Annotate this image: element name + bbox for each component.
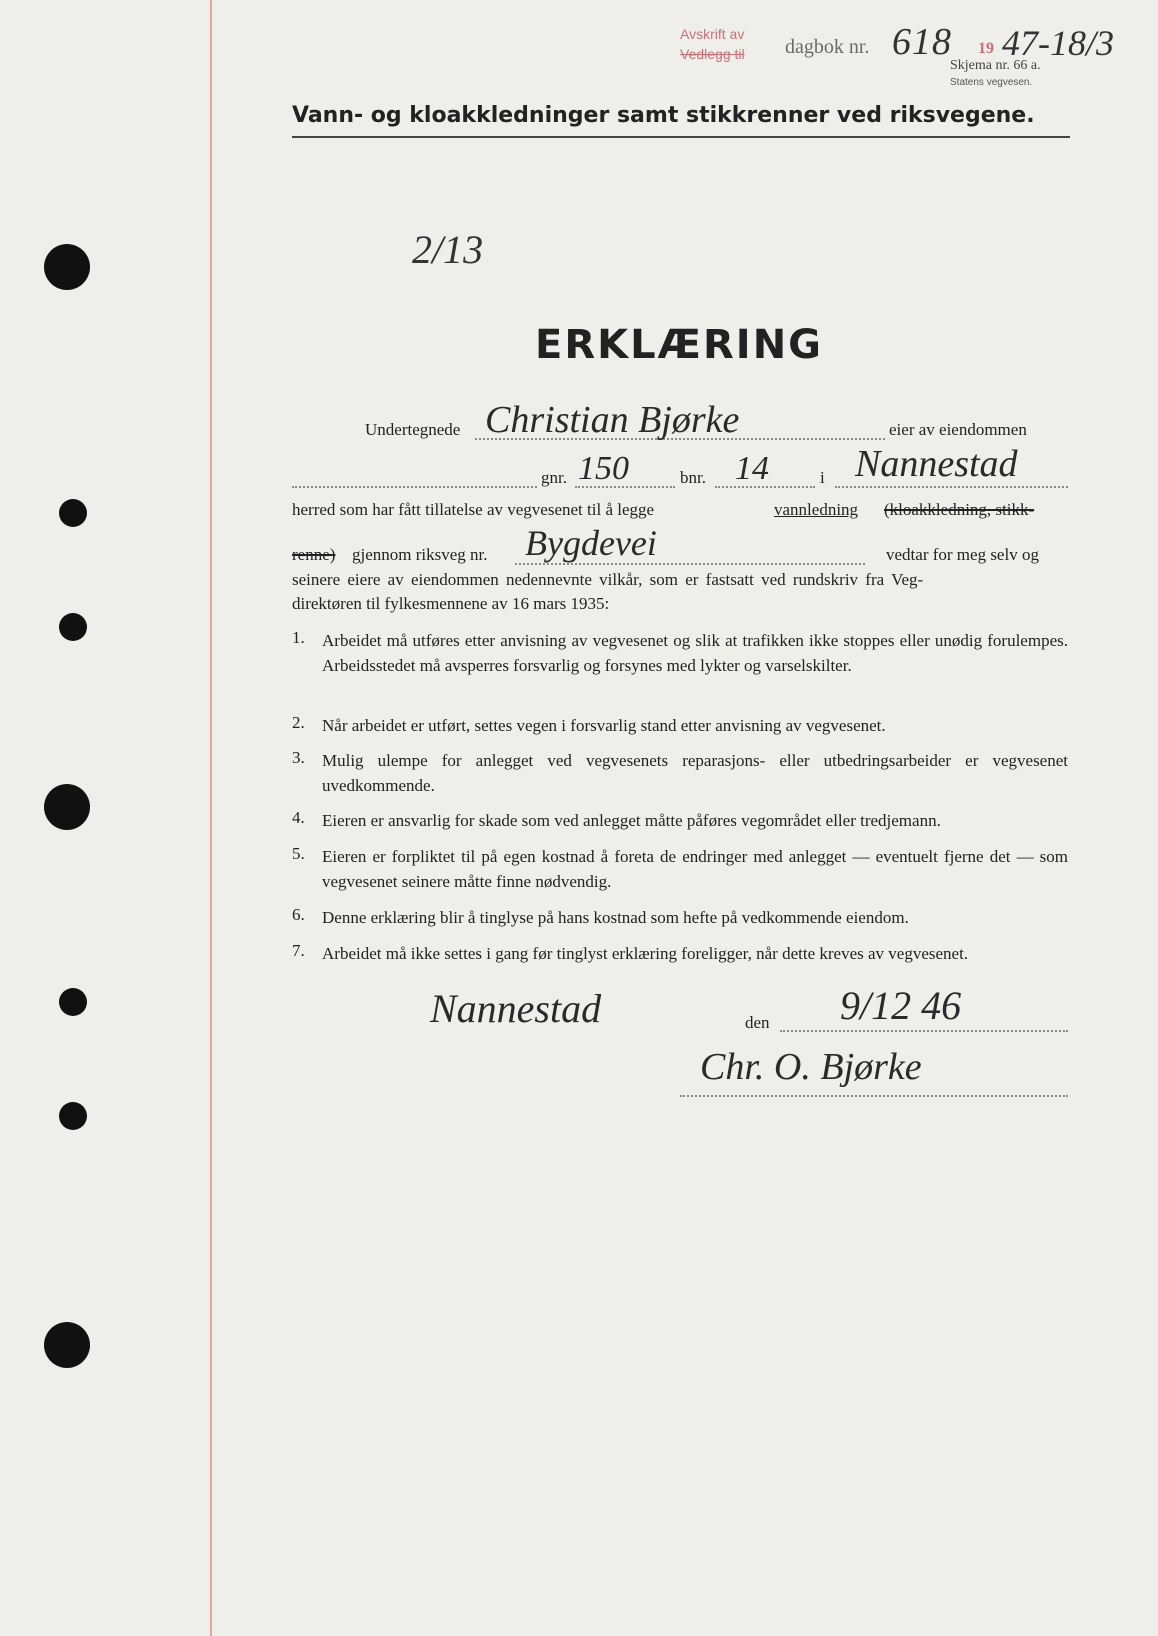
condition-text: Eieren er forpliktet til på egen kostnad å foreta de endringer med anlegget — eventuelt fjerne det — som vegvesenet seinere måtte finne nødvendig. [322,847,1068,891]
conditions-intro-line: seinere eiere av eiendommen nedennevnte vilkår, som er fastsatt ved rundskriv fra Veg- [292,570,924,589]
gnr-label: gnr. [541,468,567,487]
condition-number: 1. [292,628,305,647]
copy-stamp [680,24,745,64]
signature-date: 9/12 46 [840,983,962,1028]
signature: Chr. O. Bjørke [700,1046,922,1088]
condition-number: 7. [292,941,305,960]
handwritten-note: 2/13 [412,227,484,272]
stamp-line-1: Avskrift av [680,26,745,42]
year-handwritten: 47-18/3 [1002,23,1114,63]
stamp-line-2: Vedlegg til [680,46,745,62]
margin-line [210,0,212,1636]
document-title: ERKLÆRING [535,322,823,368]
municipality-dotted-line [835,486,1068,488]
date-dotted-line [780,1030,1068,1032]
condition-number: 4. [292,808,305,827]
condition-number: 6. [292,905,305,924]
issuer: Statens vegvesen. [950,77,1033,88]
punch-hole [59,988,87,1016]
bnr-label: bnr. [680,468,706,487]
punch-hole [44,1322,90,1368]
owner-name: Christian Bjørke [485,399,740,441]
dagbok-label: dagbok nr. [785,36,870,58]
leading-dotted-line [292,486,537,488]
condition-text: Eieren er ansvarlig for skade som ved anlegget måtte påføres vegområdet eller tredjemann. [322,811,941,830]
punch-hole [59,613,87,641]
condition-text: Denne erklæring blir å tinglyse på hans kostnad som hefte på vedkommende eiendom. [322,908,909,927]
option-vannledning: vannledning [774,500,859,519]
municipality: Nannestad [855,443,1018,485]
option-renne-struck: renne) [292,545,336,564]
signature-dotted-line [680,1095,1068,1097]
form-title: Vann- og kloakkledninger samt stikkrenner ved riksvegene. [292,103,1035,128]
punch-hole [44,244,90,290]
condition-number: 5. [292,844,305,863]
bnr-value: 14 [735,450,769,487]
vedtar-text: vedtar for meg selv og [886,545,1039,564]
riksveg-value: Bygdevei [525,523,657,563]
conditions-intro-line-2: direktøren til fylkesmennene av 16 mars 1935: [292,594,610,613]
permission-text: herred som har fått tillatelse av vegvesenet til å legge [292,500,655,519]
condition-text: Arbeidet må ikke settes i gang før tinglyst erklæring foreligger, når dette kreves av vegvesenet. [322,944,969,963]
undertegnede-label: Undertegnede [365,420,461,439]
i-label: i [820,468,825,487]
form-number: Skjema nr. 66 a. [950,58,1041,73]
eier-label: eier av eiendommen [889,420,1027,439]
condition-text: Når arbeidet er utført, settes vegen i forsvarlig stand etter anvisning av vegvesenet. [322,716,886,735]
condition-text: Mulig ulempe for anlegget ved vegvesenets reparasjons- eller utbedringsarbeider er vegvesenet uvedkommende. [322,751,1068,795]
signature-place: Nannestad [430,986,602,1031]
title-underline [292,136,1070,138]
gjennom-label: gjennom riksveg nr. [352,545,488,564]
option-kloakkledning-struck: (kloakkledning, stikk- [884,500,1035,519]
punch-hole [59,499,87,527]
punch-hole [59,1102,87,1130]
condition-number: 2. [292,713,305,732]
den-label: den [745,1013,770,1032]
condition-text: Arbeidet må utføres etter anvisning av vegvesenet og slik at trafikken ikke stoppes eller unødig forulempes. Arbeidsstedet må avsperres forsvarlig og forsynes med lykter og varselskilter. [322,631,1068,675]
dagbok-number: 618 [892,21,952,63]
year-prefix: 19 [978,40,994,57]
condition-number: 3. [292,748,305,767]
gnr-value: 150 [578,450,629,487]
punch-hole [44,784,90,830]
